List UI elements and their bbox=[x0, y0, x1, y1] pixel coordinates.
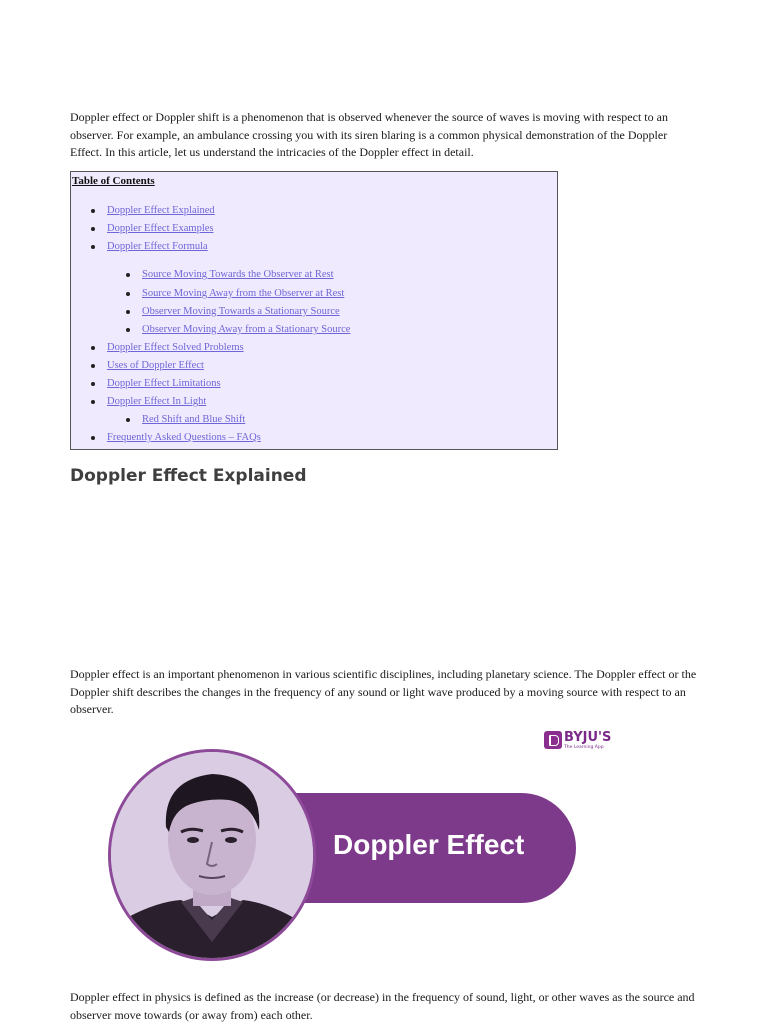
bullet-icon bbox=[126, 328, 130, 332]
toc-item-observer-away[interactable] bbox=[142, 323, 350, 337]
toc-link[interactable]: Frequently Asked Questions – FAQs bbox=[107, 432, 261, 443]
portrait-image bbox=[108, 749, 316, 961]
bullet-icon bbox=[91, 436, 95, 440]
toc-item-faqs[interactable] bbox=[107, 431, 261, 445]
toc-item-source-towards[interactable] bbox=[142, 268, 334, 282]
doppler-effect-figure bbox=[70, 727, 630, 967]
bullet-icon bbox=[126, 310, 130, 314]
toc-title: Table of Contents bbox=[72, 175, 155, 187]
bullet-icon bbox=[91, 209, 95, 213]
bullet-icon bbox=[91, 227, 95, 231]
toc-item-uses[interactable] bbox=[107, 359, 204, 373]
toc-item-red-blue-shift[interactable] bbox=[142, 413, 245, 427]
portrait-illustration bbox=[111, 752, 313, 958]
toc-item-solved-problems[interactable] bbox=[107, 341, 244, 355]
toc-item-examples[interactable] bbox=[107, 222, 214, 236]
toc-link[interactable]: Source Moving Away from the Observer at Rest bbox=[142, 288, 345, 299]
bullet-icon bbox=[91, 364, 95, 368]
toc-item-limitations[interactable] bbox=[107, 377, 221, 391]
toc-link[interactable]: Doppler Effect Examples bbox=[107, 223, 214, 234]
bullet-icon bbox=[91, 245, 95, 249]
logo-name: BYJU'S bbox=[564, 730, 612, 745]
toc-link[interactable]: Doppler Effect Solved Problems bbox=[107, 342, 244, 353]
toc-item-explained[interactable] bbox=[107, 204, 215, 218]
title-banner bbox=[273, 793, 576, 903]
intro-paragraph: Doppler effect or Doppler shift is a phenomenon that is observed whenever the source of waves is moving with respect to an observer. For example, an ambulance crossing you with its siren blaring is a common physical demonstration of the Doppler Effect. In this article, let us understand the intricacies of the Doppler effect in detail. bbox=[70, 110, 668, 159]
bullet-icon bbox=[126, 418, 130, 422]
bullet-icon bbox=[91, 382, 95, 386]
toc-item-source-away[interactable] bbox=[142, 287, 344, 301]
table-of-contents bbox=[70, 171, 558, 450]
toc-link[interactable]: Doppler Effect In Light bbox=[107, 396, 207, 407]
toc-link[interactable]: Doppler Effect Limitations bbox=[107, 378, 221, 389]
toc-link[interactable]: Observer Moving Away from a Stationary Source bbox=[142, 324, 351, 335]
section-heading: Doppler Effect Explained bbox=[70, 466, 307, 486]
toc-link[interactable]: Source Moving Towards the Observer at Rest bbox=[142, 269, 334, 280]
bullet-icon bbox=[126, 292, 130, 296]
toc-link[interactable]: Doppler Effect Formula bbox=[107, 241, 208, 252]
toc-item-in-light[interactable] bbox=[107, 395, 206, 409]
banner-text: Doppler Effect bbox=[333, 829, 525, 860]
toc-item-observer-towards[interactable] bbox=[142, 305, 340, 319]
toc-item-formula[interactable] bbox=[107, 240, 208, 254]
toc-link[interactable]: Red Shift and Blue Shift bbox=[142, 414, 246, 425]
body-paragraph: Doppler effect in physics is defined as the increase (or decrease) in the frequency of sound, light, or other waves as the source and observer move towards (or away from) each other. bbox=[70, 990, 695, 1022]
bullet-icon bbox=[91, 400, 95, 404]
toc-link[interactable]: Doppler Effect Explained bbox=[107, 205, 215, 216]
toc-link[interactable]: Uses of Doppler Effect bbox=[107, 360, 204, 371]
bullet-icon bbox=[91, 346, 95, 350]
bullet-icon bbox=[126, 273, 130, 277]
logo-tagline: The Learning App bbox=[564, 745, 604, 750]
byjus-logo-icon bbox=[544, 731, 562, 749]
toc-link[interactable]: Observer Moving Towards a Stationary Source bbox=[142, 306, 340, 317]
body-paragraph: Doppler effect is an important phenomenon in various scientific disciplines, including planetary science. The Doppler effect or the Doppler shift describes the changes in the frequency of any sound or light wave produced by a moving source with respect to an observer. bbox=[70, 667, 697, 716]
